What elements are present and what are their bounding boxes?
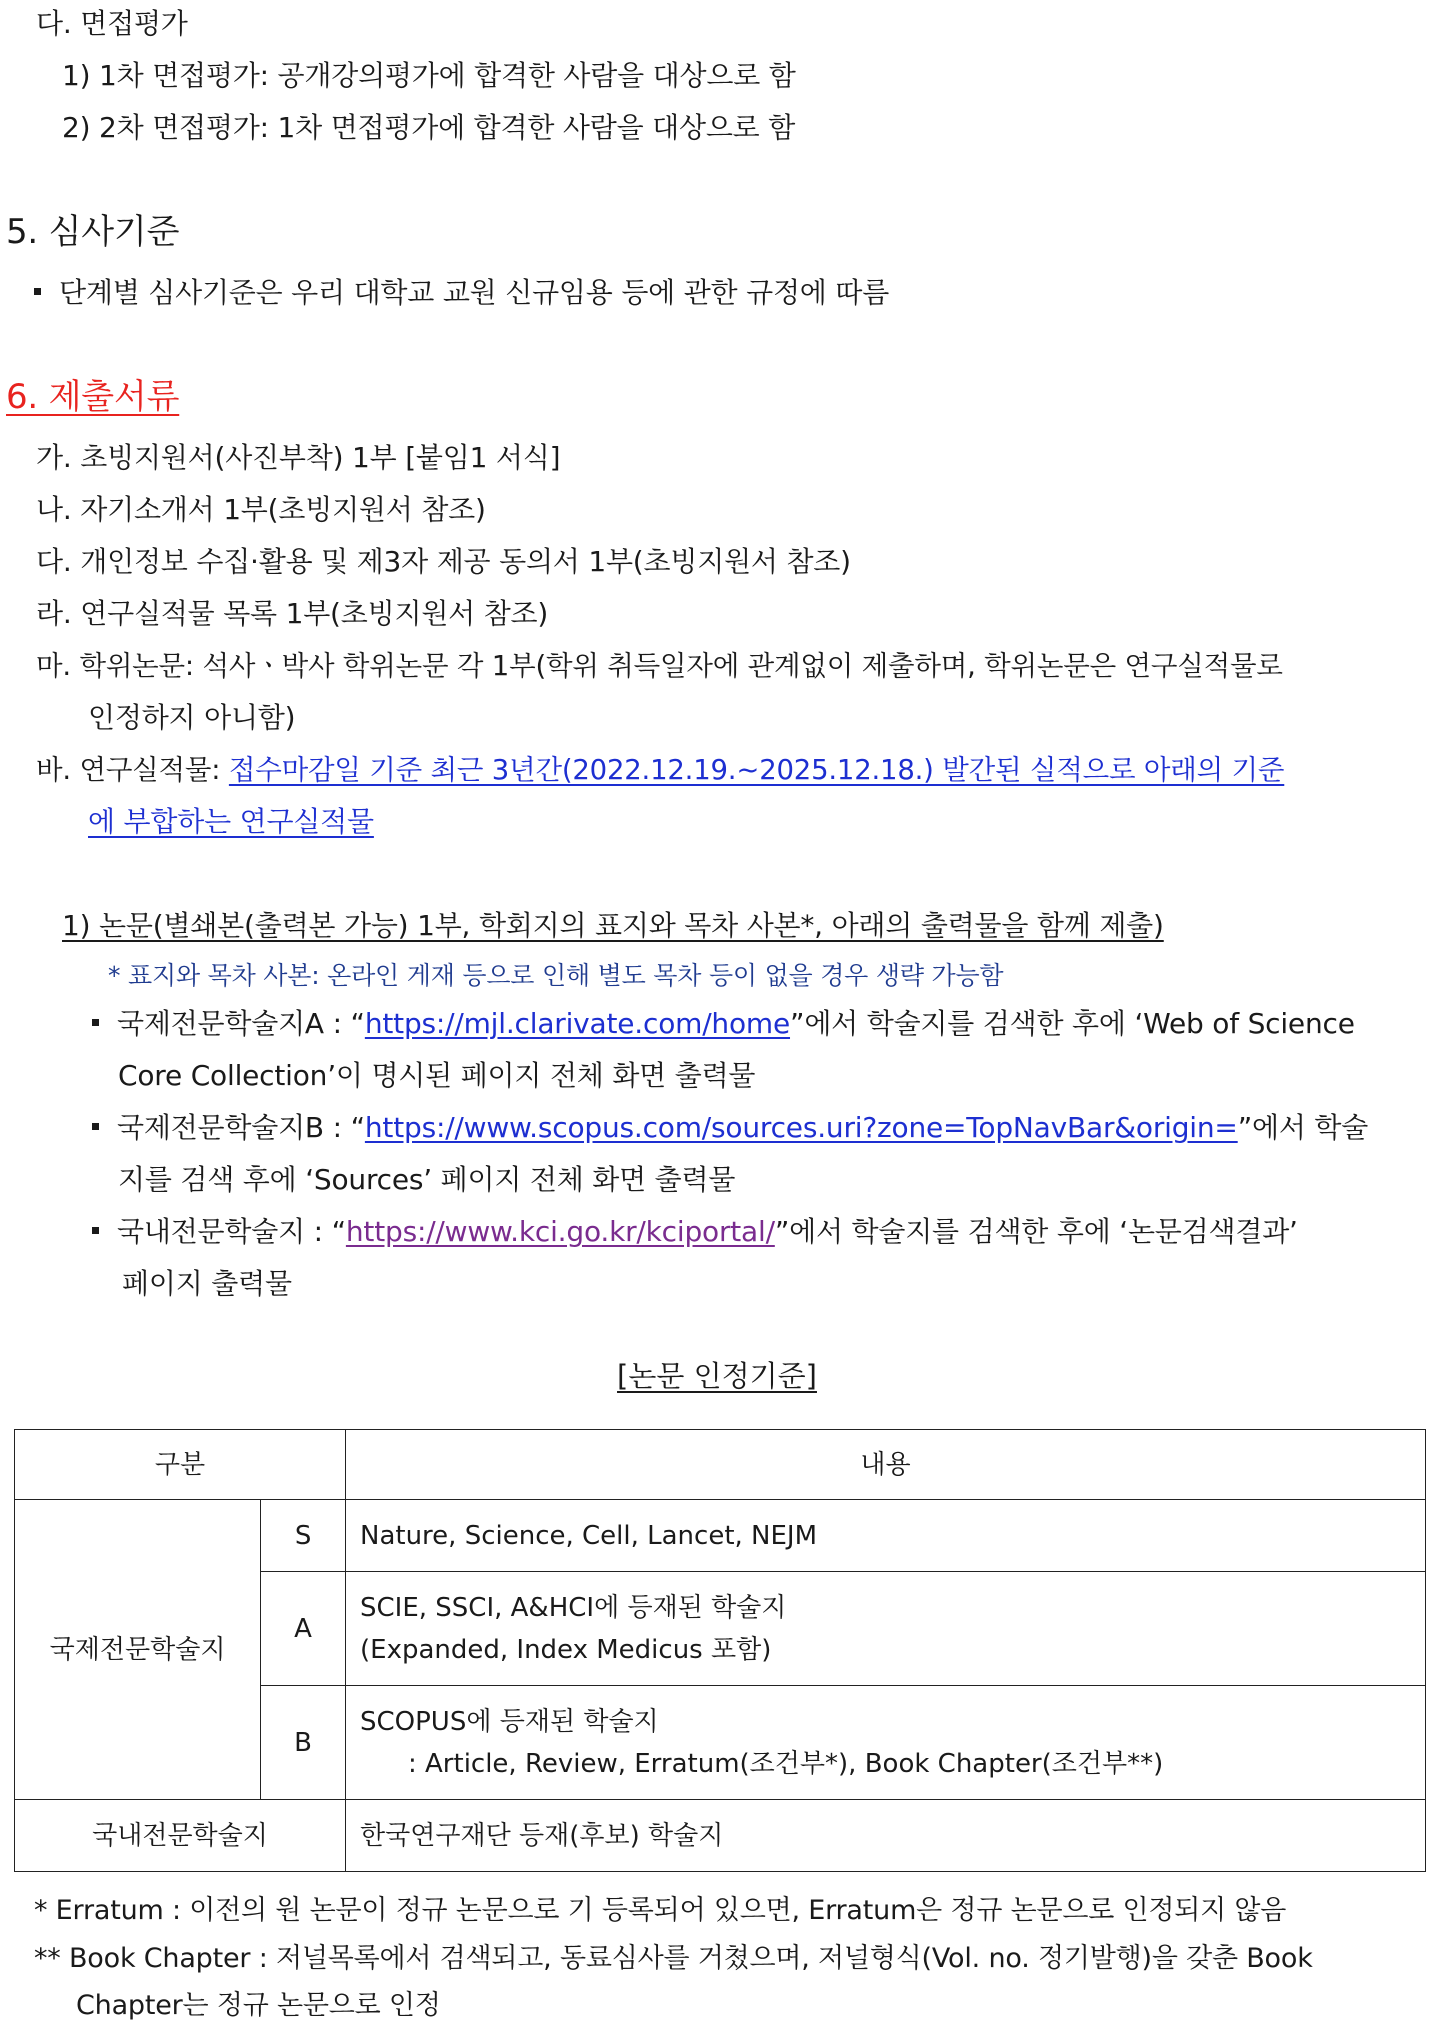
paper-item-1: 1) 논문(별쇄본(출력본 가능) 1부, 학회지의 표지와 목차 사본*, 아래의 출력물을 함께 제출) (62, 909, 1164, 942)
table-row (15, 1800, 1426, 1872)
doc-item-ba-criteria-text: 접수마감일 기준 최근 3년간(2022.12.19.~2025.12.18.) 발간된 실적으로 아래의 기준 (228, 754, 1285, 786)
content-line: (Expanded, Index Medicus 포함) (360, 1634, 772, 1665)
section-heading-documents: 6. 제출서류 (6, 377, 180, 417)
intl-journal-a-prefix: 국제전문학술지A : “ (117, 1007, 365, 1040)
intl-journal-a-suffix: ”에서 학술지를 검색한 후에 ‘Web of Science (790, 1007, 1355, 1040)
intl-journal-a-line1 (92, 1006, 1355, 1042)
domestic-journal-category: 국내전문학술지 (15, 1800, 346, 1872)
criteria-bullet-item (34, 275, 889, 311)
content-cell: Nature, Science, Cell, Lancet, NEJM (346, 1500, 1426, 1572)
intl-journal-b-line1 (92, 1110, 1368, 1146)
doc-item-ba-line2: 에 부합하는 연구실적물 (88, 805, 374, 838)
domestic-journal-suffix: ”에서 학술지를 검색한 후에 ‘논문검색결과’ (774, 1215, 1298, 1248)
footnote-book-chapter-line1: ** Book Chapter : 저널목록에서 검색되고, 동료심사를 거쳤으며, 저널형식(Vol. no. 정기발행)을 갖춘 Book (34, 1943, 1313, 1974)
grade-cell: S (261, 1500, 346, 1572)
doc-item-ma-line1: 마. 학위논문: 석사ㆍ박사 학위논문 각 1부(학위 취득일자에 관계없이 제출하며, 학위논문은 연구실적물로 (36, 650, 1283, 682)
intl-journal-b-suffix: ”에서 학술 (1237, 1111, 1369, 1144)
paper-note-cover: * 표지와 목차 사본: 온라인 게재 등으로 인해 별도 목차 등이 없을 경우 생략 가능함 (108, 961, 1004, 990)
footnote-book-chapter-line2: Chapter는 정규 논문으로 인정 (76, 1990, 441, 2021)
grade-cell: B (261, 1686, 346, 1800)
content-cell (346, 1686, 1426, 1800)
domestic-journal-line2: 페이지 출력물 (122, 1267, 292, 1300)
section-heading-criteria: 5. 심사기준 (6, 212, 180, 252)
content-line: : Article, Review, Erratum(조건부*), Book Chapter(조건부**) (408, 1748, 1164, 1779)
content-line: SCOPUS에 등재된 학술지 (360, 1706, 659, 1737)
kci-link[interactable]: https://www.kci.go.kr/kciportal/ (345, 1215, 775, 1248)
criteria-table (14, 1429, 1426, 1872)
interview-item-2: 2) 2차 면접평가: 1차 면접평가에 합격한 사람을 대상으로 함 (62, 111, 796, 144)
content-cell (346, 1572, 1426, 1686)
header-category: 구분 (15, 1430, 346, 1500)
intl-journal-b-prefix: 국제전문학술지B : “ (117, 1111, 365, 1144)
domestic-journal-line1 (92, 1214, 1298, 1250)
doc-item-ba-prefix: 바. 연구실적물: (36, 754, 229, 786)
footnote-erratum: * Erratum : 이전의 원 논문이 정규 논문으로 기 등록되어 있으면, Erratum은 정규 논문으로 인정되지 않음 (34, 1895, 1287, 1926)
bullet-icon (92, 1019, 99, 1026)
scopus-link[interactable]: https://www.scopus.com/sources.uri?zone=TopNavBar&origin= (364, 1111, 1238, 1144)
bullet-icon (92, 1123, 99, 1130)
header-content: 내용 (346, 1430, 1426, 1500)
content-line: SCIE, SSCI, A&HCI에 등재된 학술지 (360, 1592, 787, 1623)
interview-item-1: 1) 1차 면접평가: 공개강의평가에 합격한 사람을 대상으로 함 (62, 59, 796, 92)
criteria-table-title: [논문 인정기준] (617, 1359, 817, 1393)
bullet-icon (92, 1227, 99, 1234)
intl-journal-a-line2: Core Collection’이 명시된 페이지 전체 화면 출력물 (118, 1059, 756, 1092)
doc-item-ba-line1 (36, 752, 1284, 788)
intl-journal-category: 국제전문학술지 (15, 1500, 261, 1800)
criteria-bullet-text: 단계별 심사기준은 우리 대학교 교원 신규임용 등에 관한 규정에 따름 (59, 276, 890, 309)
doc-item-ra: 라. 연구실적물 목록 1부(초빙지원서 참조) (36, 597, 549, 630)
table-header-row (15, 1430, 1426, 1500)
grade-cell: A (261, 1572, 346, 1686)
domestic-journal-prefix: 국내전문학술지 : “ (117, 1215, 346, 1248)
table-row (15, 1500, 1426, 1572)
section-heading-interview: 다. 면접평가 (36, 7, 188, 40)
content-cell: 한국연구재단 등재(후보) 학술지 (346, 1800, 1426, 1872)
clarivate-link[interactable]: https://mjl.clarivate.com/home (364, 1007, 791, 1040)
doc-item-na: 나. 자기소개서 1부(초빙지원서 참조) (36, 493, 486, 526)
doc-item-da: 다. 개인정보 수집·활용 및 제3자 제공 동의서 1부(초빙지원서 참조) (36, 545, 851, 578)
bullet-icon (34, 288, 41, 295)
intl-journal-b-line2: 지를 검색 후에 ‘Sources’ 페이지 전체 화면 출력물 (118, 1163, 736, 1196)
doc-item-ma-line2: 인정하지 아니함) (88, 701, 296, 734)
doc-item-ga: 가. 초빙지원서(사진부착) 1부 [붙임1 서식] (36, 441, 561, 474)
